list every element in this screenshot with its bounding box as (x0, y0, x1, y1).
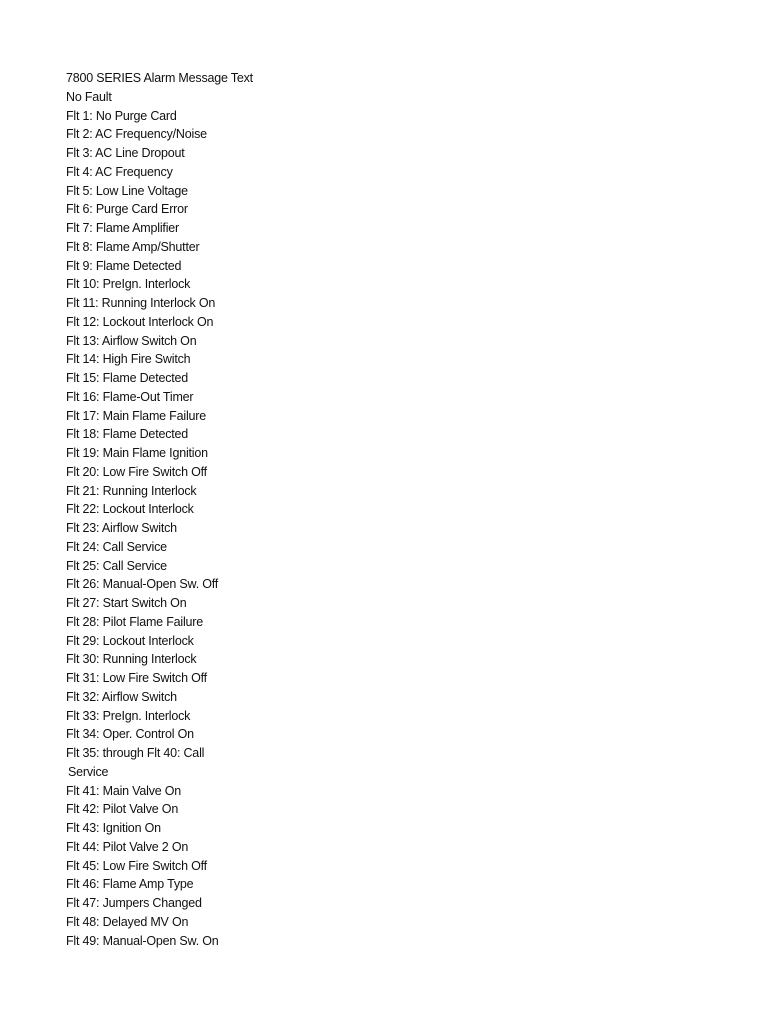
alarm-message-line: Service (68, 764, 109, 779)
alarm-message-line: Flt 13: Airflow Switch On (66, 333, 197, 348)
alarm-message-line: Flt 9: Flame Detected (66, 258, 182, 273)
alarm-message-line: Flt 44: Pilot Valve 2 On (66, 839, 189, 854)
alarm-message-line: Flt 43: Ignition On (66, 821, 161, 835)
alarm-message-line: Flt 29: Lockout Interlock (66, 633, 194, 648)
alarm-message-line: Flt 33: PreIgn. Interlock (66, 708, 191, 723)
alarm-message-line: Flt 23: Airflow Switch (66, 521, 177, 535)
document-title: 7800 SERIES Alarm Message Text (66, 71, 253, 85)
alarm-message-line: Flt 12: Lockout Interlock On (66, 314, 214, 329)
alarm-message-line: Flt 7: Flame Amplifier (66, 221, 179, 235)
alarm-message-line: Flt 14: High Fire Switch (66, 352, 191, 367)
alarm-message-line: Flt 2: AC Frequency/Noise (66, 127, 207, 142)
alarm-message-line: Flt 22: Lockout Interlock (66, 502, 194, 517)
alarm-message-line: Flt 46: Flame Amp Type (66, 877, 194, 892)
alarm-message-line: Flt 19: Main Flame Ignition (66, 446, 208, 460)
alarm-message-line: Flt 8: Flame Amp/Shutter (66, 239, 200, 254)
alarm-message-list (66, 88, 706, 951)
alarm-message-line: Flt 30: Running Interlock (66, 652, 197, 667)
alarm-message-line: Flt 34: Oper. Control On (66, 727, 194, 742)
alarm-message-line: Flt 47: Jumpers Changed (66, 896, 202, 910)
alarm-message-line: Flt 3: AC Line Dropout (66, 146, 185, 160)
alarm-message-line: Flt 20: Low Fire Switch Off (66, 464, 207, 479)
alarm-message-line: Flt 24: Call Service (66, 539, 167, 554)
alarm-message-line: Flt 17: Main Flame Failure (66, 408, 206, 423)
alarm-message-line: Flt 10: PreIgn. Interlock (66, 277, 191, 292)
alarm-message-line: Flt 32: Airflow Switch (66, 689, 177, 704)
alarm-message-line: Flt 25: Call Service (66, 558, 167, 573)
alarm-message-line: Flt 41: Main Valve On (66, 783, 182, 798)
alarm-message-line: Flt 28: Pilot Flame Failure (66, 614, 204, 629)
alarm-message-line: Flt 15: Flame Detected (66, 371, 189, 385)
alarm-message-line: Flt 5: Low Line Voltage (66, 183, 188, 198)
alarm-message-line: Flt 1: No Purge Card (66, 108, 177, 123)
alarm-message-line: Flt 4: AC Frequency (66, 164, 173, 179)
alarm-message-line: Flt 16: Flame-Out Timer (66, 389, 194, 404)
alarm-message-line: Flt 31: Low Fire Switch Off (66, 671, 207, 685)
alarm-message-line: Flt 21: Running Interlock (66, 483, 197, 498)
alarm-message-line: Flt 42: Pilot Valve On (66, 802, 179, 817)
alarm-message-line: Flt 35: through Flt 40: Call (66, 746, 205, 760)
alarm-message-line: Flt 26: Manual-Open Sw. Off (66, 577, 219, 592)
alarm-message-line: Flt 11: Running Interlock On (66, 296, 216, 310)
alarm-message-line: Flt 27: Start Switch On (66, 596, 187, 610)
no-fault-line: No Fault (66, 89, 112, 104)
alarm-message-line: Flt 6: Purge Card Error (66, 202, 188, 217)
document-page (66, 69, 706, 950)
alarm-message-line: Flt 18: Flame Detected (66, 427, 189, 442)
alarm-message-line: Flt 45: Low Fire Switch Off (66, 858, 207, 873)
alarm-message-line: Flt 49: Manual-Open Sw. On (66, 933, 219, 948)
alarm-message-line: Flt 48: Delayed MV On (66, 914, 189, 929)
